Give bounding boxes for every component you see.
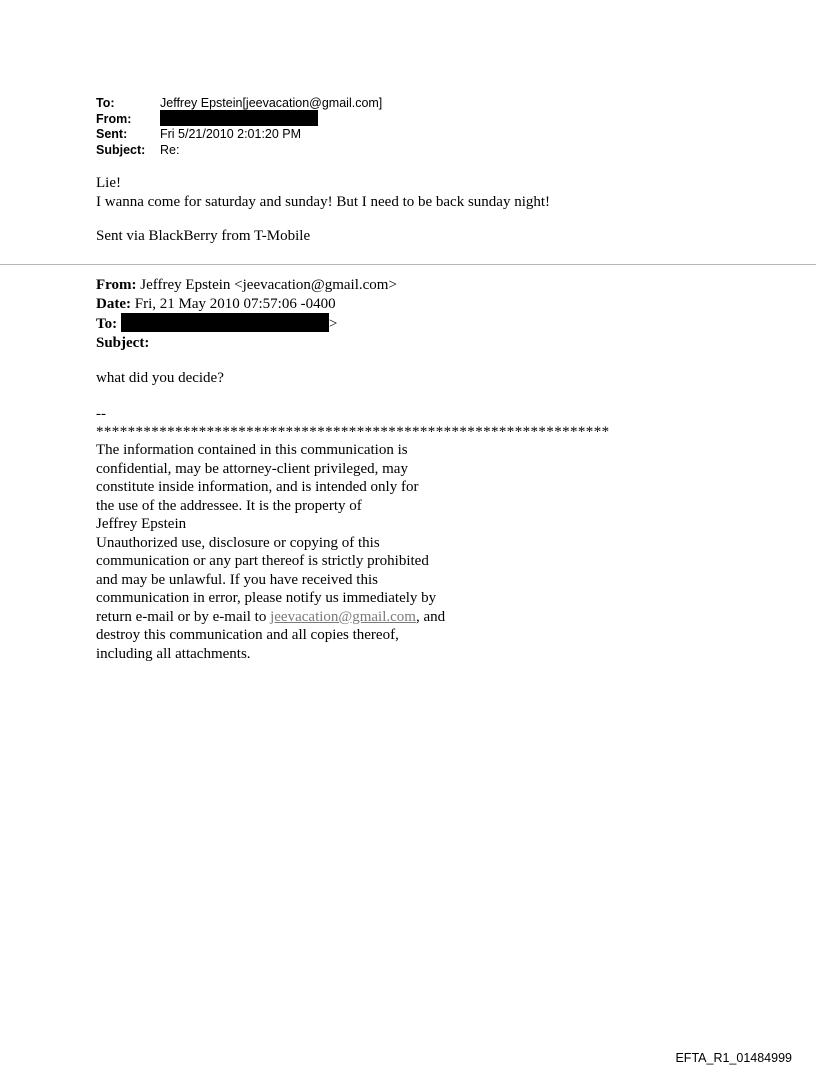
header-subject-row: [96, 143, 382, 159]
header-from-row: [96, 112, 382, 128]
sent-value: Fri 5/21/2010 2:01:20 PM: [160, 127, 302, 141]
subject-value: Re:: [160, 142, 180, 157]
disclaimer-text: The information contained in this communication is confidential, may be attorney-client privileged, may constitute inside information, and is intended only for the use of the addressee. It is the property of Jeffrey Epstein Unauthorized use, disclosure or copying of this communication or any part thereof is strictly prohibited and may be unlawful. If you have received this communication in error, please notify us immediately by return e-mail or by e-mail to: [96, 442, 437, 625]
quoted-to-label: To:: [96, 316, 118, 332]
quoted-from-row: [96, 276, 397, 295]
message-line: Lie!: [96, 175, 121, 191]
quoted-date-value: Fri, 21 May 2010 07:57:06 -0400: [134, 295, 336, 312]
asterisk-divider: *****************************************************************: [96, 424, 610, 440]
email-link[interactable]: jeevacation@gmail.com: [270, 608, 416, 625]
quoted-from-label: From:: [96, 277, 137, 293]
confidentiality-disclaimer: [96, 441, 445, 663]
email-header: [96, 96, 382, 158]
sent-label: Sent:: [96, 127, 128, 141]
message-body: [96, 174, 550, 211]
to-value: Jeffrey Epstein[jeevacation@gmail.com]: [160, 96, 383, 110]
separator-line: [0, 264, 816, 265]
signature-dashes: --: [96, 406, 106, 422]
quoted-subject-row: [96, 334, 397, 353]
quoted-to-suffix: >: [328, 316, 338, 332]
from-label: From:: [96, 111, 132, 126]
quoted-body: what did you decide?: [96, 370, 224, 386]
disclaimer-text-end: , and destroy this communication and all copies thereof, including all attachments.: [96, 608, 446, 662]
quoted-date-label: Date:: [96, 295, 131, 312]
redaction-box: [121, 313, 329, 332]
quoted-from-value: Jeffrey Epstein <jeevacation@gmail.com>: [140, 277, 397, 293]
to-label: To:: [96, 96, 115, 110]
message-signature: Sent via BlackBerry from T-Mobile: [96, 228, 311, 244]
document-id: EFTA_R1_01484999: [675, 1051, 792, 1065]
quoted-subject-label: Subject:: [96, 334, 150, 351]
subject-label: Subject:: [96, 142, 146, 157]
redaction-box: [160, 110, 318, 126]
message-line: I wanna come for saturday and sunday! But I need to be back sunday night!: [96, 193, 551, 210]
header-sent-row: [96, 127, 382, 143]
quoted-header: [96, 276, 397, 352]
quoted-date-row: [96, 295, 397, 314]
quoted-to-row: [96, 313, 397, 334]
